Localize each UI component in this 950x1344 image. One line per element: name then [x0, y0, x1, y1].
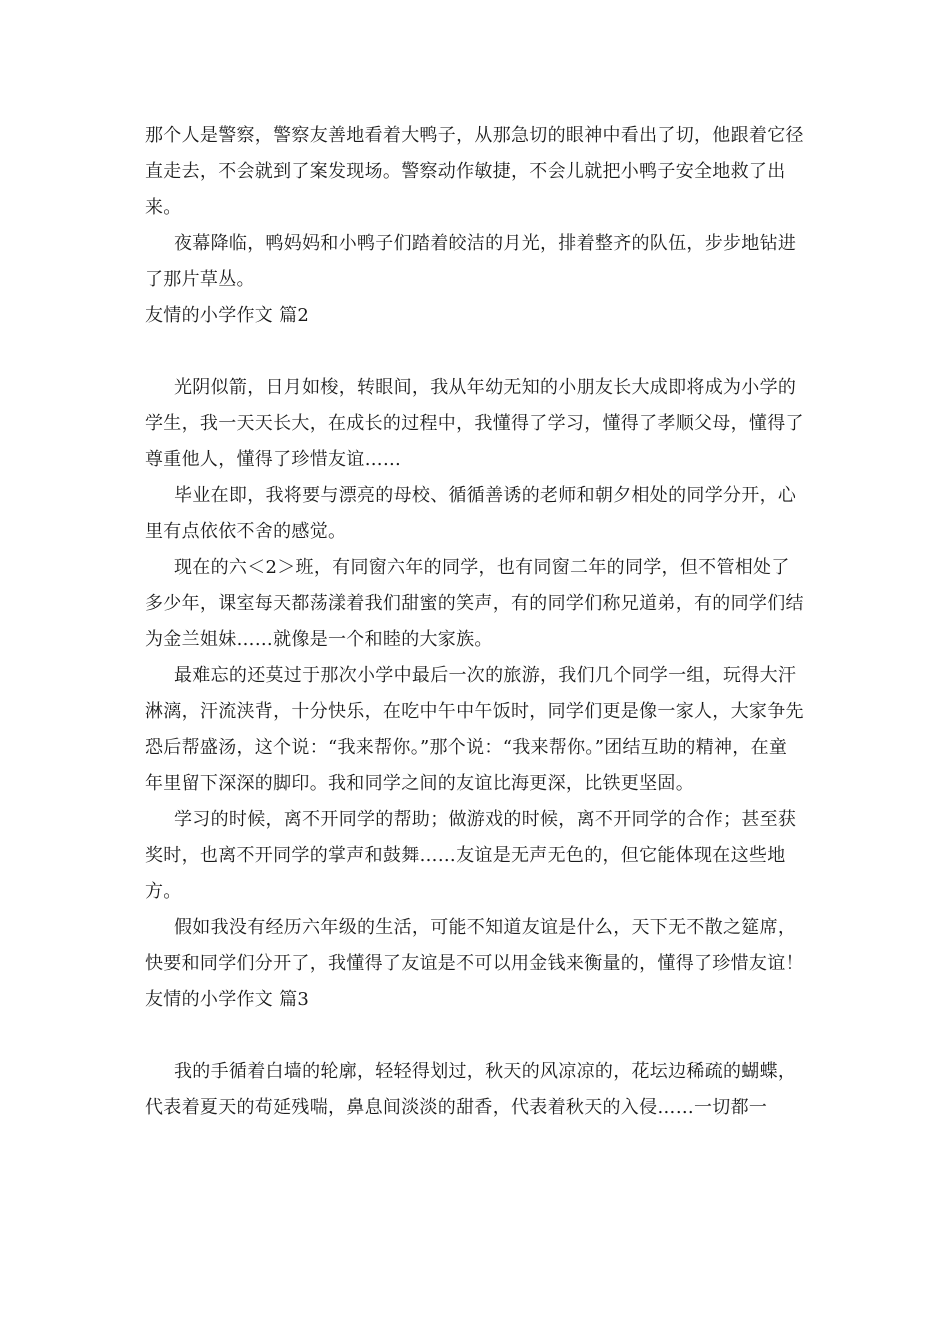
- blank-line: [145, 334, 805, 370]
- paragraph-9: 我的手循着白墙的轮廓，轻轻得划过，秋天的风凉凉的，花坛边稀疏的蝴蝶，代表着夏天的苟延残喘，鼻息间淡淡的甜香，代表着秋天的入侵……一切都一: [145, 1061, 797, 1118]
- paragraph-1: 那个人是警察，警察友善地看着大鸭子，从那急切的眼神中看出了切，他跟着它径直走去，不会就到了案发现场。警察动作敏捷，不会儿就把小鸭子安全地救了出来。: [145, 125, 804, 218]
- blank-line: [145, 1018, 805, 1054]
- paragraph-8: 假如我没有经历六年级的生活，可能不知道友谊是什么，天下无不散之筵席，快要和同学们分开了，我懂得了友谊是不可以用金钱来衡量的，懂得了珍惜友谊！: [145, 917, 804, 974]
- paragraph-7: 学习的时候，离不开同学的帮助；做游戏的时候，离不开同学的合作；甚至获奖时，也离不开同学的掌声和鼓舞……友谊是无声无色的，但它能体现在这些地方。: [145, 809, 797, 902]
- paragraph-4: 毕业在即，我将要与漂亮的母校、循循善诱的老师和朝夕相处的同学分开，心里有点依依不舍的感觉。: [145, 485, 797, 542]
- paragraph-6: 最难忘的还莫过于那次小学中最后一次的旅游，我们几个同学一组，玩得大汗淋漓，汗流浃背，十分快乐，在吃中午中午饭时，同学们更是像一家人，大家争先恐后帮盛汤，这个说：“我来帮你。”那个说：“我来帮你。”团结互助的精神，在童年里留下深深的脚印。我和同学之间的友谊比海更深，比铁更坚固。: [145, 665, 804, 794]
- paragraph-5: 现在的六＜2＞班，有同窗六年的同学，也有同窗二年的同学，但不管相处了多少年，课室每天都荡漾着我们甜蜜的笑声，有的同学们称兄道弟，有的同学们结为金兰姐妹……就像是一个和睦的大家族。: [145, 557, 804, 650]
- section-heading-2: 友情的小学作文 篇2: [145, 305, 310, 326]
- document-page: [145, 118, 805, 1126]
- section-heading-3: 友情的小学作文 篇3: [145, 989, 310, 1010]
- paragraph-3: 光阴似箭，日月如梭，转眼间，我从年幼无知的小朋友长大成即将成为小学的学生，我一天天长大，在成长的过程中，我懂得了学习，懂得了孝顺父母，懂得了尊重他人，懂得了珍惜友谊……: [145, 377, 804, 470]
- paragraph-2: 夜幕降临，鸭妈妈和小鸭子们踏着皎洁的月光，排着整齐的队伍，步步地钻进了那片草丛。: [145, 233, 797, 290]
